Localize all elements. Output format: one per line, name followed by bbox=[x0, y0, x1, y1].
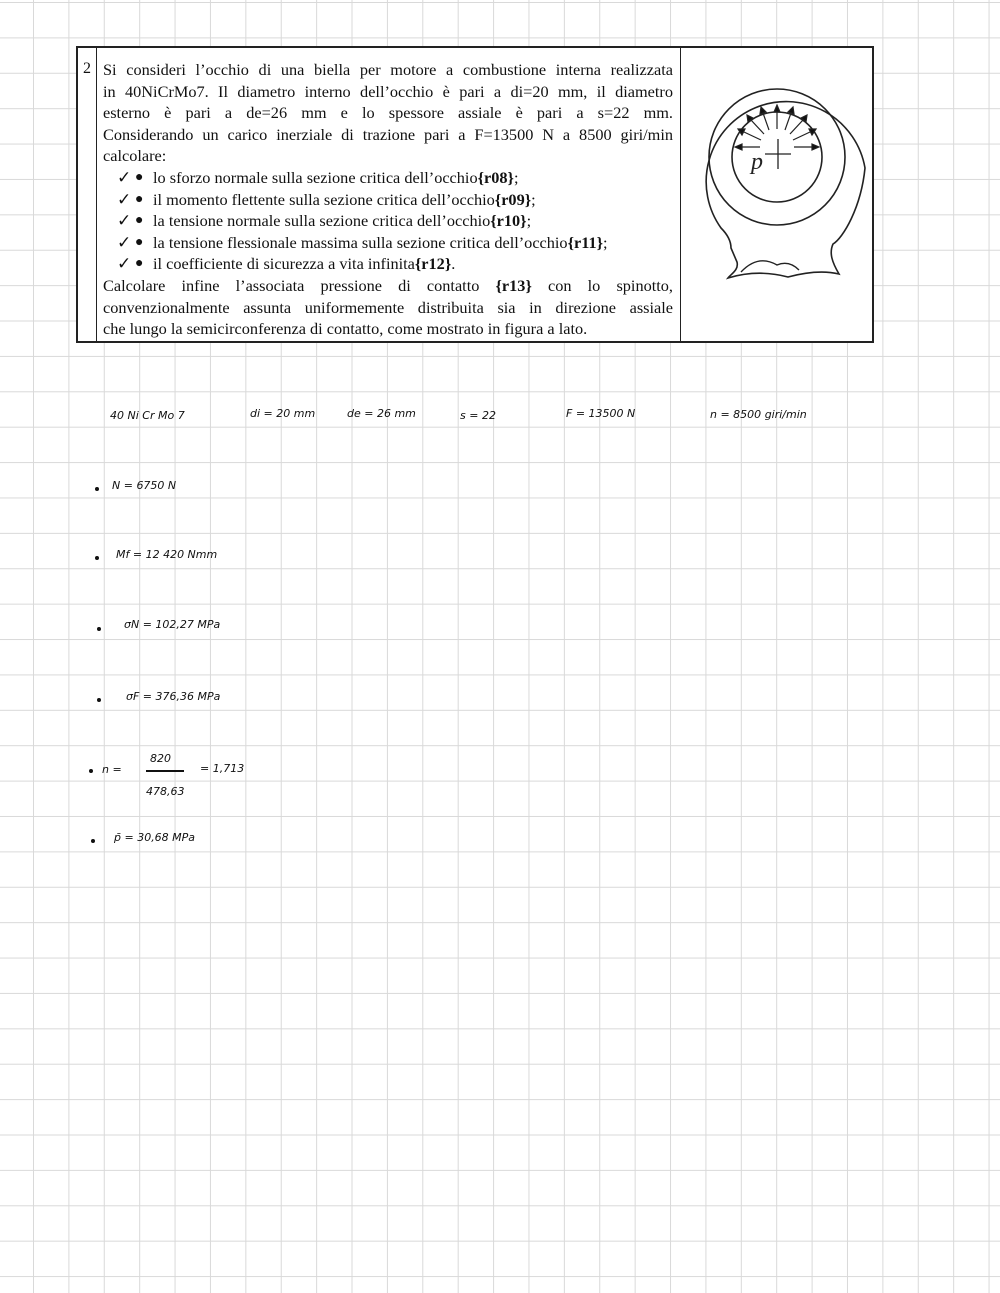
bullet-ref: {r08} bbox=[477, 167, 514, 187]
check-icon: ✓ bbox=[117, 189, 132, 209]
result-safety-numerator: 820 bbox=[150, 752, 171, 765]
problem-number: 2 bbox=[78, 48, 97, 341]
bullet-list bbox=[103, 167, 673, 275]
result-bullet bbox=[97, 627, 101, 631]
given-de: de = 26 mm bbox=[347, 407, 416, 420]
bullet-tail: ; bbox=[531, 189, 536, 209]
result-normal-stress: σN = 102,27 MPa bbox=[124, 618, 221, 631]
list-item bbox=[103, 189, 673, 211]
result-contact-pressure: p̄ = 30,68 MPa bbox=[114, 831, 196, 844]
bullet-ref: {r12} bbox=[414, 254, 452, 274]
result-normal-force: N = 6750 N bbox=[112, 479, 177, 492]
bullet-text: lo sforzo normale sulla sezione critica dell’occhio bbox=[153, 167, 478, 187]
intro-line: Considerando un carico inerziale di trazione pari a F=13500 N a 8500 giri/min bbox=[103, 124, 673, 144]
given-force: F = 13500 N bbox=[566, 407, 636, 420]
fraction-bar bbox=[146, 770, 184, 772]
check-icon: ✓ bbox=[117, 211, 132, 231]
bullet-tail: . bbox=[451, 254, 456, 274]
closing-ref: {r13} bbox=[495, 275, 532, 295]
bullet-icon: ● bbox=[135, 213, 144, 229]
given-speed-value: n = 8500 bbox=[710, 408, 762, 421]
result-bending-moment: Mf = 12 420 Nmm bbox=[116, 548, 218, 561]
intro-line: esterno è pari a de=26 mm e lo spessore assiale è pari a s=22 mm. bbox=[103, 103, 673, 123]
bullet-text: il momento flettente sulla sezione critica dell’occhio bbox=[153, 189, 495, 209]
bullet-text: il coefficiente di sicurezza a vita infinita bbox=[153, 254, 415, 274]
result-bullet bbox=[91, 839, 95, 843]
closing-line: convenzionalmente assunta uniformemente distribuita sia in direzione assiale bbox=[103, 297, 673, 317]
list-item bbox=[103, 210, 673, 232]
list-item bbox=[103, 167, 673, 189]
bullet-ref: {r11} bbox=[567, 232, 604, 252]
result-safety-label: n = bbox=[102, 763, 122, 776]
bullet-tail: ; bbox=[603, 232, 608, 252]
result-safety-value: = 1,713 bbox=[200, 762, 245, 775]
intro-line: calcolare: bbox=[103, 146, 167, 166]
given-s: s = 22 bbox=[460, 409, 496, 422]
list-item bbox=[103, 232, 673, 254]
bullet-ref: {r10} bbox=[490, 211, 527, 231]
result-bending-stress: σF = 376,36 MPa bbox=[126, 690, 221, 703]
closing-line: che lungo la semicirconferenza di contatto, come mostrato in figura a lato. bbox=[103, 319, 588, 339]
bullet-tail: ; bbox=[526, 211, 532, 231]
bullet-tail: ; bbox=[513, 167, 519, 187]
closing-text: con lo spinotto, bbox=[531, 275, 673, 295]
problem-box bbox=[76, 46, 874, 343]
pressure-label: p bbox=[751, 149, 763, 175]
list-item bbox=[103, 253, 673, 275]
bullet-icon: ● bbox=[135, 256, 144, 272]
closing-line bbox=[103, 275, 673, 297]
given-speed-unit: giri/min bbox=[764, 408, 807, 421]
bullet-icon: ● bbox=[135, 169, 144, 185]
given-di: di = 20 mm bbox=[250, 407, 316, 420]
check-icon: ✓ bbox=[117, 232, 132, 252]
result-bullet bbox=[95, 487, 99, 491]
result-bullet bbox=[95, 556, 99, 560]
problem-text bbox=[97, 48, 681, 341]
intro-line: in 40NiCrMo7. Il diametro interno dell’occhio è pari a di=20 mm, il diametro bbox=[103, 81, 673, 101]
check-icon: ✓ bbox=[117, 167, 132, 187]
bullet-icon: ● bbox=[135, 191, 144, 207]
conrod-eye-figure bbox=[681, 48, 873, 341]
bullet-text: la tensione flessionale massima sulla sezione critica dell’occhio bbox=[153, 232, 568, 252]
result-bullet bbox=[97, 698, 101, 702]
shank-break bbox=[741, 261, 799, 272]
result-safety-denominator: 478,63 bbox=[146, 785, 185, 798]
bullet-icon: ● bbox=[135, 234, 144, 250]
result-bullet bbox=[89, 769, 93, 773]
given-material: 40 Ni Cr Mo 7 bbox=[110, 409, 185, 422]
closing-text: Calcolare infine l’associata pressione di contatto bbox=[103, 275, 496, 295]
check-icon: ✓ bbox=[117, 254, 132, 274]
intro-line: Si consideri l’occhio di una biella per motore a combustione interna realizzata bbox=[103, 60, 673, 79]
bullet-text: la tensione normale sulla sezione critica dell’occhio bbox=[153, 211, 491, 231]
figure-panel bbox=[681, 48, 872, 341]
bullet-ref: {r09} bbox=[494, 189, 532, 209]
given-speed bbox=[710, 408, 807, 421]
